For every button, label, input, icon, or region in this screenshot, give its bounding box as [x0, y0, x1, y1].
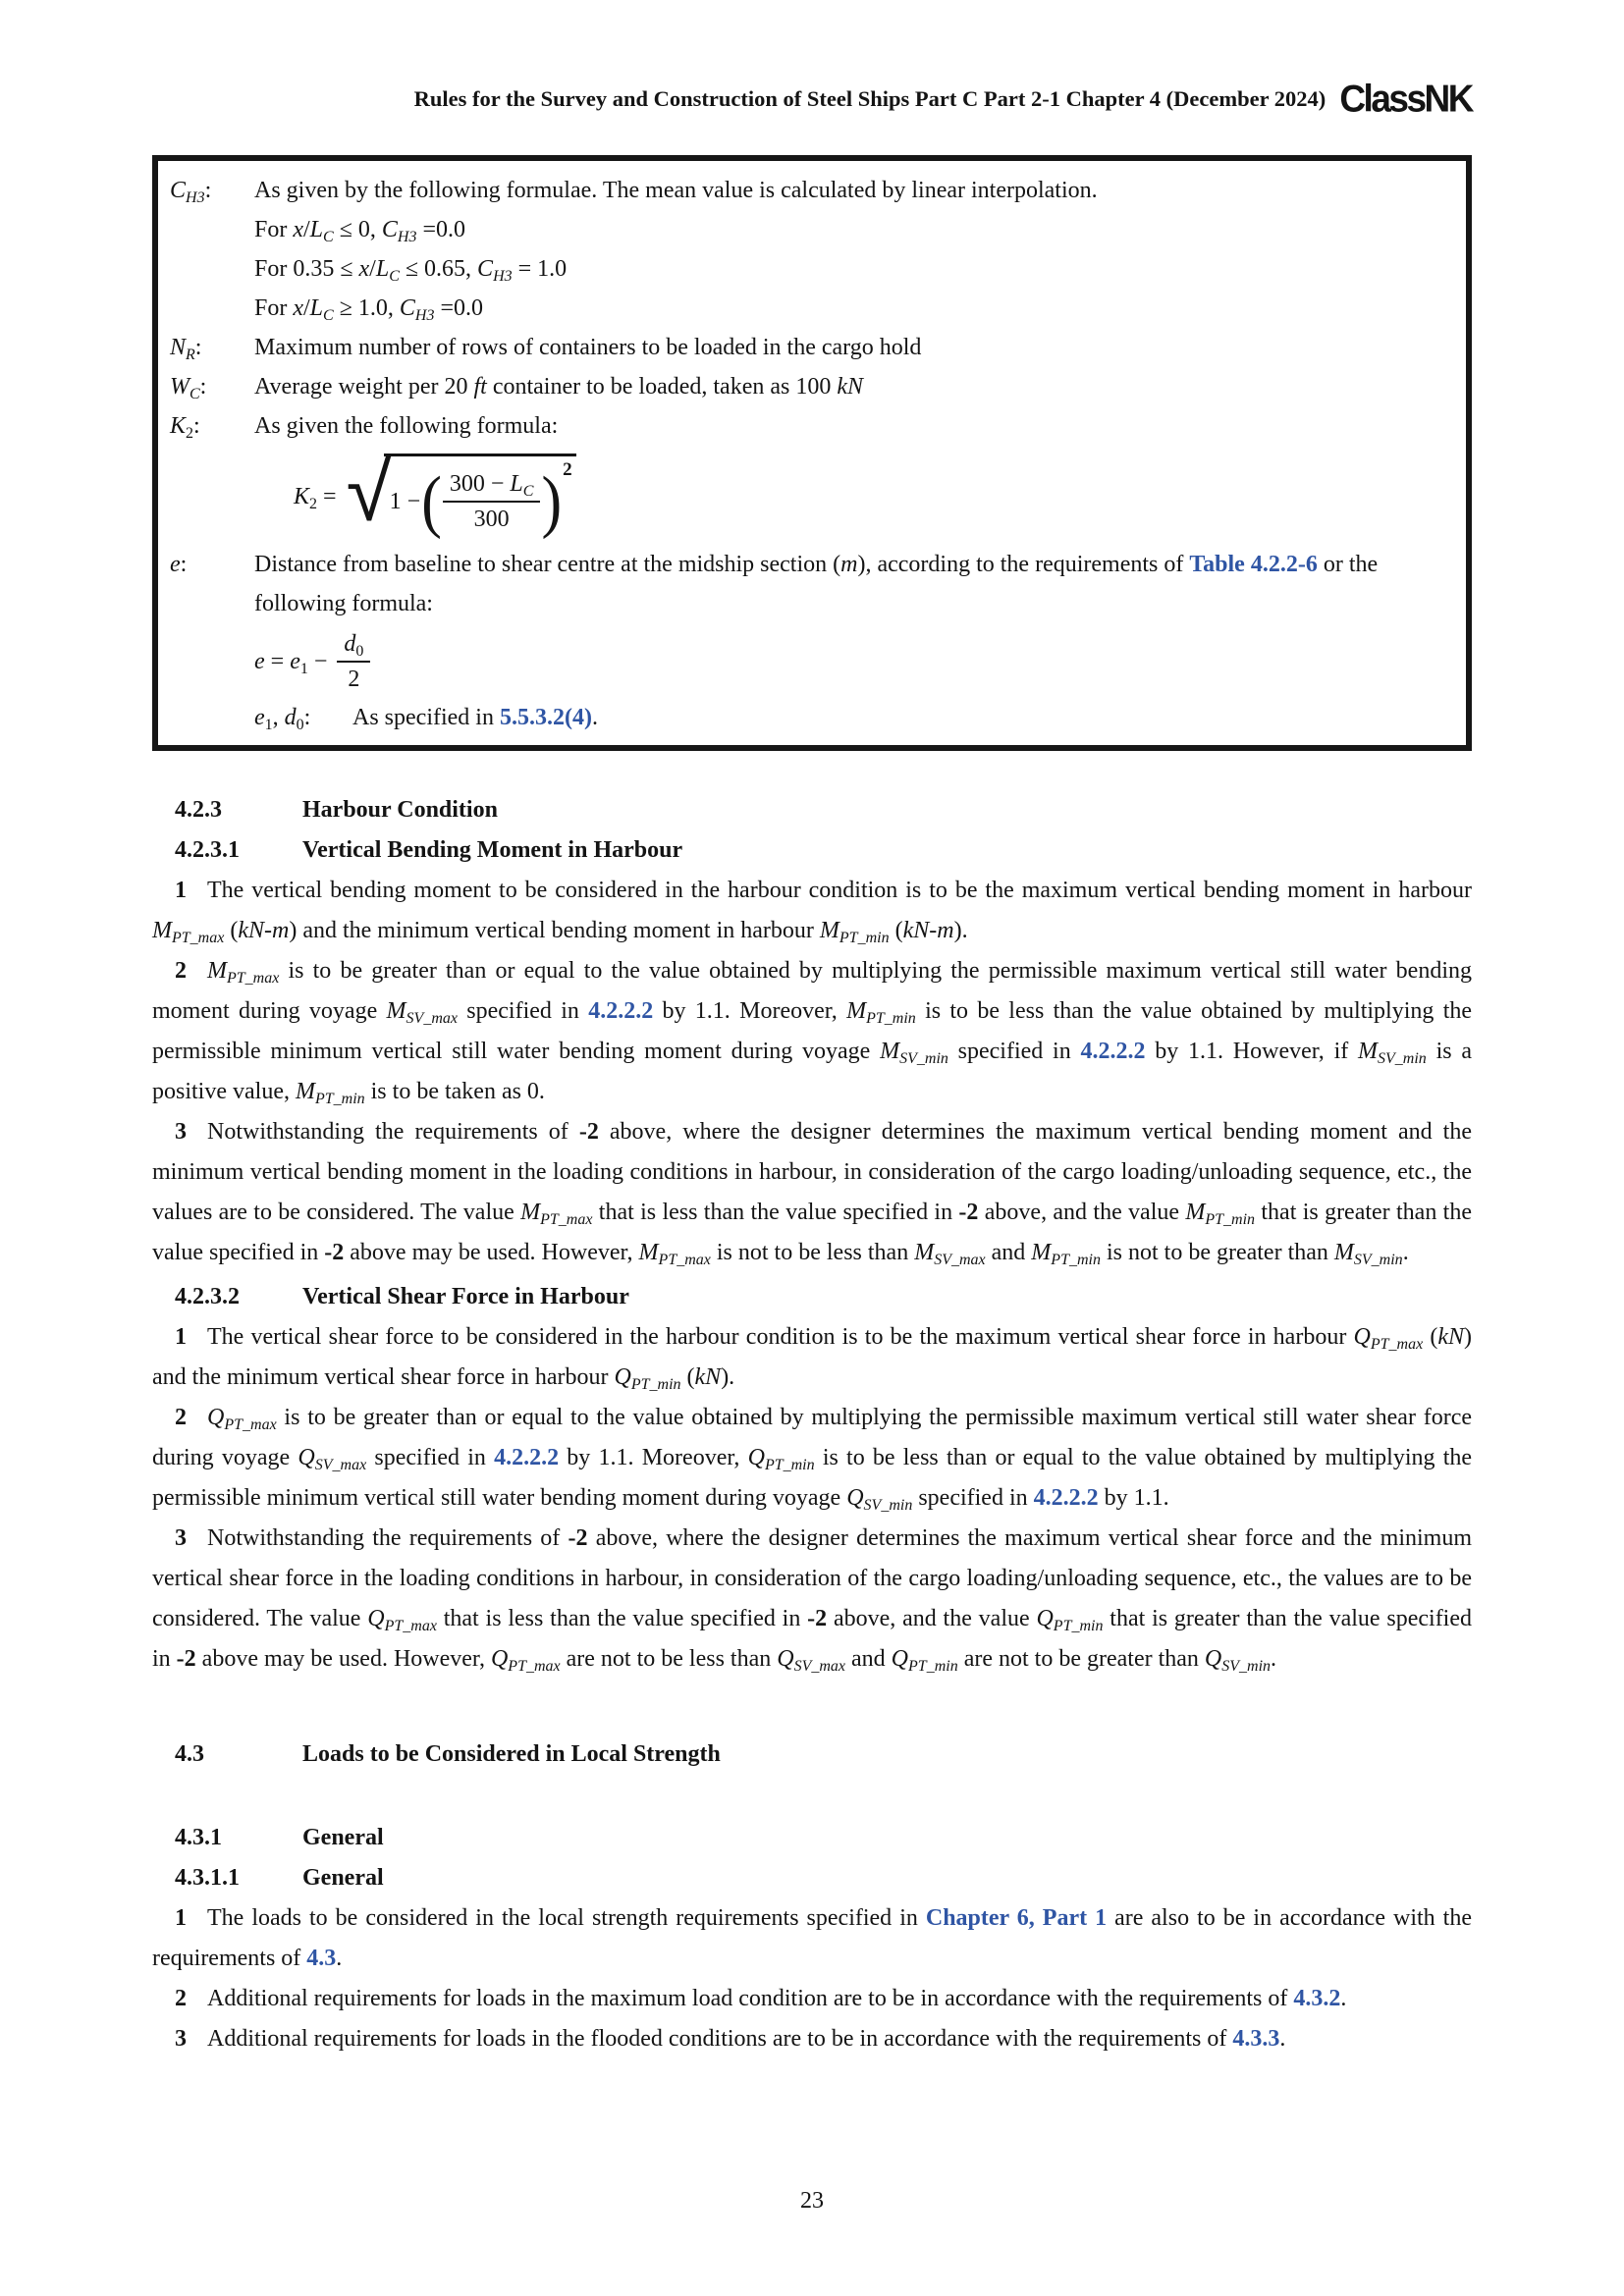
section-number: 4.3: [175, 1741, 204, 1767]
paragraph: [152, 2019, 1472, 2059]
formula-case: For $x/L_C \le 0$, $C_{H3} =0.0$: [254, 217, 465, 245]
paragraph-number: 3: [175, 2026, 187, 2052]
definition-row-k2: [170, 406, 1454, 545]
cross-reference-link[interactable]: 4.2.2.2: [1033, 1485, 1099, 1511]
paragraph: [152, 871, 1472, 951]
paragraph-text: $M_{PT\_max}$ is to be greater than or equal to the value obtained by multiplying the permissible maximum vertical still water bending moment during voyage $M_{SV\_max}$ specified in 4.2.2.2 by 1.1. Moreover, $M_{PT\_min}$ is to be less than the value obtained by multiplying the permissible minimum vertical still water bending moment during voyage $M_{SV\_min}$ specified in 4.2.2.2 by 1.1. However, if $M_{SV\_min}$ is a positive value, $M_{PT\_min}$ is to be taken as 0.: [152, 958, 1473, 1107]
definition-text: As given by the following formulae. The mean value is calculated by linear interpolation.: [254, 178, 1098, 203]
definition-row-ch3: [170, 171, 1454, 328]
section-title: Vertical Shear Force in Harbour: [302, 1284, 629, 1309]
section-title: General: [302, 1865, 384, 1891]
formula-lhs: $e = e_1$ −: [254, 649, 328, 677]
paragraph: [152, 1112, 1472, 1273]
cross-reference-link[interactable]: Chapter 6, Part 1: [925, 1905, 1108, 1931]
section-title: Loads to be Considered in Local Strength: [302, 1741, 721, 1767]
cross-reference-link[interactable]: Table 4.2.2-6: [1189, 552, 1318, 577]
definition-row-nr: [170, 328, 1454, 367]
paragraph-number: 1: [175, 1905, 187, 1931]
paragraph-text: Notwithstanding the requirements of -2 above, where the designer determines the maximum vertical bending moment and the minimum vertical bending moment in the loading conditions in harbour, in consideration of the cargo loading/unloading sequence, etc., the values are to be considered. The value $M_{PT\_max}$ that is less than the value specified in -2 above, and the value $M_{PT\_min}$ that is greater than the value specified in -2 above may be used. However, $M_{PT\_max}$ is not to be less than $M_{SV\_max}$ and $M_{PT\_min}$ is not to be greater than $M_{SV\_min}$.: [152, 1119, 1472, 1268]
cross-reference-link[interactable]: 4.2.2.2: [1080, 1039, 1146, 1064]
paragraph-number: 2: [175, 1405, 187, 1430]
definition-text: Average weight per 20 ft container to be loaded, taken as 100 kN: [254, 374, 864, 400]
section-title: Vertical Bending Moment in Harbour: [302, 837, 683, 863]
sub-definition: [254, 698, 1454, 737]
definition-text: Distance from baseline to shear centre at the midship section (m), according to the requirements of Table 4.2.2-6 or the following formula:: [254, 552, 1379, 616]
cross-reference-link[interactable]: 4.3.2: [1293, 1986, 1341, 2011]
definition-term: e:: [170, 552, 188, 577]
k2-formula: $K_2$ = √ 1 − ( $\frac{300 - L_C}{300}$ ) 2: [294, 454, 576, 539]
fraction-denominator: 300: [473, 507, 510, 532]
paragraph: [152, 951, 1472, 1112]
fraction: [337, 629, 370, 694]
definition-term: $N_R$:: [170, 335, 202, 363]
section-number: 4.3.1.1: [175, 1865, 240, 1891]
paragraph-text: The vertical shear force to be considered in the harbour condition is to be the maximum vertical shear force in harbour $Q_{PT\_max}$ (kN) and the minimum vertical shear force in harbour $Q_{PT\_min}$ (kN).: [152, 1324, 1473, 1393]
cross-reference-link[interactable]: 4.2.2.2: [588, 998, 654, 1024]
paragraph: [152, 1898, 1472, 1979]
paragraph-number: 3: [175, 1119, 187, 1145]
paragraph-text: The loads to be considered in the local strength requirements specified in Chapter 6, Part 1 are also to be in accordance with the requirements of 4.3.: [152, 1905, 1472, 1971]
cross-reference-link[interactable]: 5.5.3.2(4): [499, 705, 592, 730]
cross-reference-link[interactable]: 4.3: [306, 1946, 337, 1971]
paragraph-number: 1: [175, 1324, 187, 1350]
page-header: [152, 0, 1472, 122]
classnk-logo: ClassNK: [1339, 78, 1472, 120]
paragraph-text: $Q_{PT\_max}$ is to be greater than or equal to the value obtained by multiplying the permissible maximum vertical still water shear force during voyage $Q_{SV\_max}$ specified in 4.2.2.2 by 1.1. Moreover, $Q_{PT\_min}$ is to be less than or equal to the value obtained by multiplying the permissible minimum vertical still water bending moment during voyage $Q_{SV\_min}$ specified in 4.2.2.2 by 1.1.: [152, 1405, 1473, 1514]
paragraph-number: 2: [175, 958, 187, 984]
paragraph-number: 3: [175, 1525, 187, 1551]
fraction-numerator: $d_0$: [337, 629, 370, 663]
formula-lhs: $K_2$ =: [294, 483, 337, 512]
definitions-box: [152, 155, 1472, 751]
section-title: General: [302, 1825, 384, 1850]
section-heading-4-2-3-1: [152, 830, 1472, 871]
paragraph-text: Additional requirements for loads in the maximum load condition are to be in accordance with the requirements of 4.3.2.: [207, 1986, 1347, 2011]
paragraph: [152, 1979, 1472, 2019]
section-title: Harbour Condition: [302, 797, 498, 823]
section-number: 4.2.3.1: [175, 837, 240, 863]
definition-term: $K_2$:: [170, 413, 200, 442]
radicand-prefix: 1 −: [389, 489, 421, 514]
sub-definition-text: As specified in 5.5.3.2(4).: [352, 705, 598, 730]
section-heading-4-3: [152, 1735, 1472, 1775]
e-formula: [254, 629, 370, 694]
paragraph: [152, 1398, 1472, 1519]
section-number: 4.2.3.2: [175, 1284, 240, 1309]
section-heading-4-3-1: [152, 1818, 1472, 1858]
definition-term: $C_{H3}$:: [170, 178, 212, 206]
definition-text: Maximum number of rows of containers to be loaded in the cargo hold: [254, 335, 922, 360]
exponent: 2: [563, 459, 572, 480]
sub-definition-term: $e_1$, $d_0$:: [254, 705, 311, 733]
definition-text: As given the following formula:: [254, 413, 559, 439]
fraction-denominator: 2: [348, 667, 360, 692]
paragraph-text: Notwithstanding the requirements of -2 above, where the designer determines the maximum vertical shear force and the minimum vertical shear force in the loading conditions in harbour, in consideration of the cargo loading/unloading sequence, etc., the values are to be considered. The value $Q_{PT\_max}$ that is less than the value specified in -2 above, and the value $Q_{PT\_min}$ that is greater than the value specified in -2 above may be used. However, $Q_{PT\_max}$ are not to be less than $Q_{SV\_max}$ and $Q_{PT\_min}$ are not to be greater than $Q_{SV\_min}$.: [152, 1525, 1472, 1675]
fraction: [443, 469, 541, 534]
definition-term: $W_C$:: [170, 374, 207, 402]
paragraph-number: 1: [175, 878, 187, 903]
page-number: 23: [800, 2188, 824, 2214]
section-number: 4.2.3: [175, 797, 222, 823]
fraction-numerator: $300 - L_C$: [443, 469, 541, 503]
section-number: 4.3.1: [175, 1825, 222, 1850]
definition-row-wc: [170, 367, 1454, 406]
paragraph-text: The vertical bending moment to be considered in the harbour condition is to be the maximum vertical bending moment in harbour $M_{PT\_max}$ (kN-m) and the minimum vertical bending moment in harbour $M_{PT\_min}$ (kN-m).: [152, 878, 1472, 946]
paragraph: [152, 1519, 1472, 1680]
page-content: [152, 0, 1472, 2059]
section-heading-4-3-1-1: [152, 1858, 1472, 1898]
section-heading-4-2-3: [152, 790, 1472, 830]
radical-sign: √: [346, 444, 392, 540]
paragraph: [152, 1317, 1472, 1398]
cross-reference-link[interactable]: 4.2.2.2: [494, 1445, 560, 1470]
definition-row-e: [170, 545, 1454, 737]
formula-case: For $x/L_C \ge 1.0$, $C_{H3} =0.0$: [254, 295, 483, 324]
paragraph-number: 2: [175, 1986, 187, 2011]
header-title: Rules for the Survey and Construction of Steel Ships Part C Part 2-1 Chapter 4 (December 2024): [413, 86, 1326, 111]
formula-case: For $0.35 \le x/L_C \le 0.65$, $C_{H3} = 1.0$: [254, 256, 568, 285]
cross-reference-link[interactable]: 4.3.3: [1232, 2026, 1280, 2052]
section-heading-4-2-3-2: [152, 1277, 1472, 1317]
paragraph-text: Additional requirements for loads in the flooded conditions are to be in accordance with the requirements of 4.3.3.: [207, 2026, 1286, 2052]
